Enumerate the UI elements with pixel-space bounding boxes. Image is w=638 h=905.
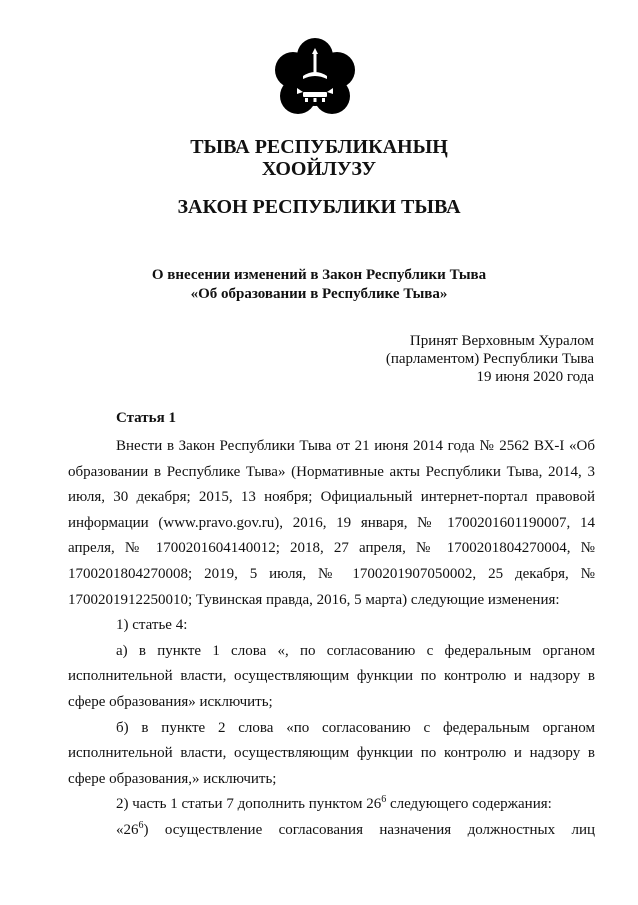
text-fragment: ) осуществление согласования назначения должностных лиц bbox=[143, 821, 595, 838]
text-line: а) в пункте 1 слова «, по согласованию с федеральным органом bbox=[116, 642, 595, 659]
text-line: сфере образования,» исключить; bbox=[68, 770, 277, 787]
text-fragment: 2) часть 1 статьи 7 дополнить пунктом 26 bbox=[116, 796, 382, 813]
text-fragment: следующего содержания: bbox=[386, 796, 552, 813]
superscript: 6 bbox=[138, 819, 144, 831]
text-line: Внести в Закон Республики Тыва от 21 июня 2014 года № 2562 ВХ-I «Об bbox=[116, 438, 595, 454]
heading-tuvan-line1: ТЫВА РЕСПУБЛИКАНЫҢ bbox=[190, 136, 448, 158]
adoption-line2: (парламентом) Республики Тыва bbox=[385, 351, 594, 367]
text-line: апреля, № 1700201604140012; 2018, 27 апреля, № 1700201804270004, № bbox=[68, 540, 595, 557]
law-subject-line1: О внесении изменений в Закон Республики Тыва bbox=[151, 267, 487, 283]
text-line: б) в пункте 2 слова «по согласованию с федеральным органом bbox=[116, 719, 595, 736]
adoption-line1: Принят Верховным Хуралом bbox=[409, 333, 594, 349]
text-line: сфере образования» исключить; bbox=[68, 693, 273, 710]
list-item bbox=[68, 792, 595, 818]
superscript: 6 bbox=[381, 794, 387, 806]
adoption-date: 19 июня 2020 года bbox=[476, 369, 594, 385]
text-line: образовании в Республике Тыва» (Нормативные акты Республики Тыва, 2014, 3 bbox=[68, 463, 595, 480]
article-title: Статья 1 bbox=[116, 410, 176, 426]
heading-law-title: ЗАКОН РЕСПУБЛИКИ ТЫВА bbox=[177, 196, 461, 218]
list-item: 1) статье 4: bbox=[116, 617, 188, 634]
text-line: исполнительной власти, осуществляющим функции по контролю и надзору в bbox=[68, 668, 595, 685]
text-line: 1700201804270008; 2019, 5 июля, № 1700201907050002, 25 декабря, № bbox=[68, 565, 595, 582]
text-line: 1700201912250010; Тувинская правда, 2016, 5 марта) следующие изменения: bbox=[68, 591, 560, 608]
law-subject-line2: «Об образовании в Республике Тыва» bbox=[190, 286, 448, 302]
text-line bbox=[68, 818, 595, 844]
text-line: июля, 30 декабря; 2015, 13 ноября; Официальный интернет-портал правовой bbox=[68, 489, 595, 506]
text-fragment: «26 bbox=[116, 821, 139, 838]
article-body bbox=[68, 434, 595, 844]
heading-tuvan-line2: ХООЙЛУЗУ bbox=[261, 158, 377, 180]
text-line: исполнительной власти, осуществляющим функции по контролю и надзору в bbox=[68, 745, 595, 762]
republic-emblem-icon bbox=[273, 36, 357, 120]
text-line: информации (www.pravo.gov.ru), 2016, 19 января, № 1700201601190007, 14 bbox=[68, 514, 595, 531]
